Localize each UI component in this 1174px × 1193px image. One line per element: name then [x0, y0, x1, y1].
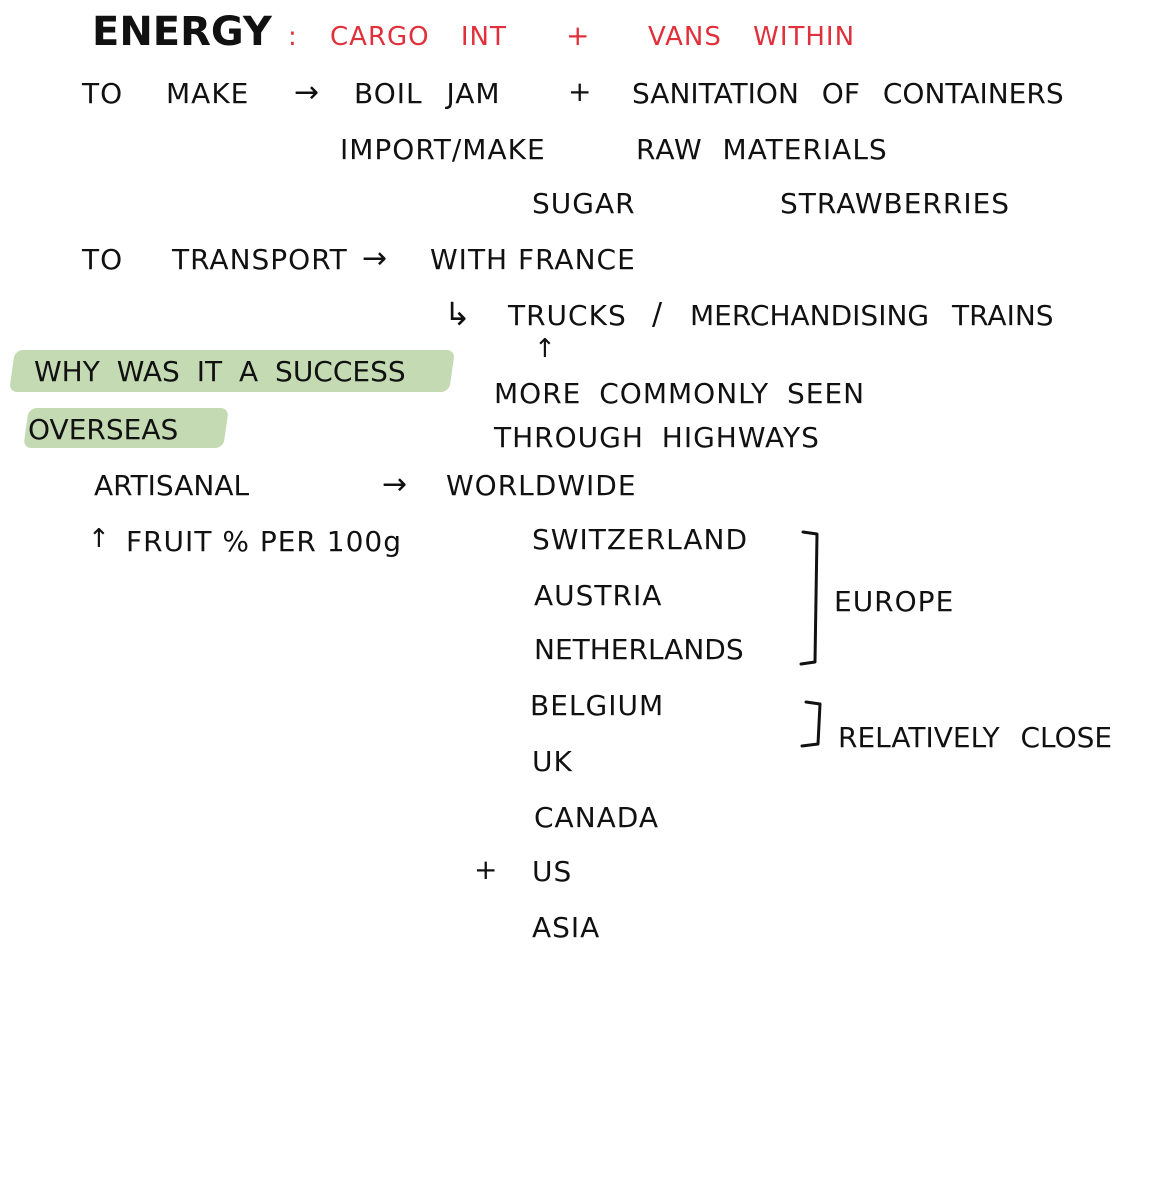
- make-label: MAKE: [166, 77, 250, 110]
- strawberries: STRAWBERRIES: [780, 187, 1011, 220]
- country-austria: AUSTRIA: [534, 579, 663, 612]
- to-label: TO: [82, 77, 124, 110]
- us-plus: +: [474, 853, 499, 886]
- trucks: TRUCKS: [508, 299, 627, 332]
- success-question-line1: WHY WAS IT A SUCCESS: [34, 355, 406, 388]
- transport-arrow: →: [362, 241, 389, 276]
- country-us: US: [532, 855, 573, 888]
- more-commonly-seen: MORE COMMONLY SEEN: [494, 377, 866, 410]
- country-netherlands: NETHERLANDS: [534, 633, 744, 666]
- success-question-line2: OVERSEAS: [28, 413, 179, 446]
- header-colon: :: [288, 22, 298, 52]
- energy-title: ENERGY: [92, 9, 272, 55]
- country-switzerland: SWITZERLAND: [532, 523, 749, 556]
- country-uk: UK: [532, 745, 573, 778]
- relatively-close-label: RELATIVELY CLOSE: [838, 721, 1113, 754]
- vans-within-note: VANS WITHIN: [648, 22, 856, 52]
- country-canada: CANADA: [534, 801, 660, 834]
- with-france: WITH FRANCE: [430, 243, 636, 276]
- country-asia: ASIA: [532, 911, 601, 944]
- fruit-up-arrow: ↑: [88, 524, 111, 554]
- cargo-int-note: CARGO INT: [330, 22, 507, 52]
- trucks-slash: /: [652, 297, 664, 332]
- through-highways: THROUGH HIGHWAYS: [494, 421, 820, 454]
- country-belgium: BELGIUM: [530, 689, 665, 722]
- fruit-percent: FRUIT % PER 100g: [126, 525, 402, 558]
- to-transport-to: TO: [82, 243, 124, 276]
- raw-materials: RAW MATERIALS: [636, 133, 888, 166]
- europe-bracket: [801, 532, 817, 664]
- sanitation-of-containers: SANITATION OF CONTAINERS: [632, 77, 1064, 110]
- worldwide: WORLDWIDE: [446, 469, 637, 502]
- boil-jam: BOIL JAM: [354, 77, 501, 110]
- import-make: IMPORT/MAKE: [340, 133, 546, 166]
- header-plus: +: [566, 19, 591, 52]
- make-plus: +: [568, 75, 593, 108]
- merchandising-trains: MERCHANDISING TRAINS: [690, 299, 1054, 332]
- make-arrow: →: [294, 75, 321, 110]
- close-bracket: [802, 702, 820, 746]
- sub-arrow: ↳: [444, 295, 472, 333]
- sugar: SUGAR: [532, 187, 636, 220]
- europe-label: EUROPE: [834, 585, 955, 618]
- artisanal: ARTISANAL: [94, 469, 250, 502]
- worldwide-arrow: →: [382, 467, 409, 502]
- trucks-up-arrow: ↑: [534, 334, 557, 364]
- transport-label: TRANSPORT: [172, 243, 348, 276]
